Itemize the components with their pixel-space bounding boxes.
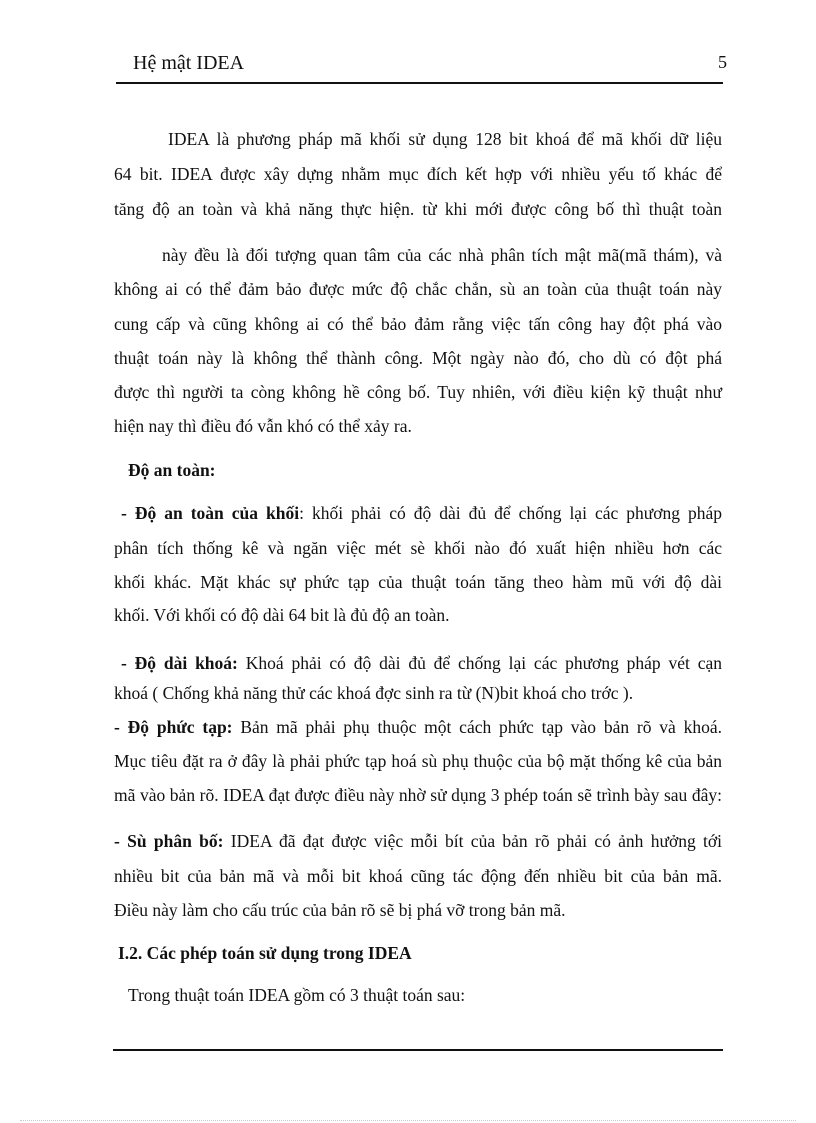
section-1-2-text: Trong thuật toán IDEA gồm có 3 thuật toán sau: bbox=[128, 985, 466, 1005]
intro-line-2: 64 bit. IDEA được xây dựng nhằm mục đích kết hợp với nhiều yếu tố khác để bbox=[114, 164, 722, 184]
section-heading-safety: Độ an toàn: bbox=[128, 460, 216, 480]
block-safety-line-3: khối khác. Mặt khác sự phức tạp của thuật toán tăng theo hàm mũ với độ dài bbox=[114, 572, 722, 592]
page-edge-divider bbox=[20, 1120, 796, 1121]
intro-line-6: cung cấp và cũng không ai có thể bảo đảm rằng việc tấn công hay đột phá vào bbox=[114, 314, 722, 334]
block-safety-term: Độ an toàn của khối bbox=[134, 503, 300, 523]
intro-line-9: hiện nay thì điều đó vẫn khó có thể xảy ra. bbox=[114, 416, 412, 436]
header-title: Hệ mật IDEA bbox=[133, 52, 245, 74]
complexity-line-2: Mục tiêu đặt ra ở đây là phải phức tạp hoá sù phụ thuộc của bộ mặt thống kê của bản bbox=[114, 751, 722, 771]
key-length-line-2: khoá ( Chống khả năng thử các khoá đợc sinh ra từ (N)bit khoá cho trớc ). bbox=[114, 683, 634, 703]
intro-line-3: tăng độ an toàn và khả năng thực hiện. từ khi mới được công bố thì thuật toàn bbox=[114, 199, 722, 219]
intro-line-5: không ai có thể đảm bảo được mức độ chắc chắn, sù an toàn của thuật toán này bbox=[114, 279, 722, 299]
complexity-term: Độ phức tạp: bbox=[127, 717, 233, 737]
block-safety-line-1: - Độ an toàn của khối: khối phải có độ dài đủ để chống lại các phương pháp bbox=[121, 503, 723, 523]
intro-line-1: IDEA là phương pháp mã khối sử dụng 128 bit khoá để mã khối dữ liệu bbox=[168, 129, 722, 149]
intro-line-8: được thì người ta còng không hề công bố. Tuy nhiên, với điều kiện kỹ thuật như bbox=[114, 382, 722, 402]
key-length-line-1: - Độ dài khoá: Khoá phải có độ dài đủ để chống lại các phương pháp vét cạn bbox=[121, 653, 723, 673]
diffusion-line-3: Điều này làm cho cấu trúc của bản rõ sẽ bị phá vỡ trong bản mã. bbox=[114, 900, 566, 920]
intro-line-4: này đều là đối tượng quan tâm của các nhà phân tích mật mã(mã thám), và bbox=[162, 245, 722, 265]
complexity-line-3: mã vào bản rõ. IDEA đạt được điều này nhờ sử dụng 3 phép toán sẽ trình bày sau đây: bbox=[114, 785, 722, 805]
complexity-line-1: - Độ phức tạp: Bản mã phải phụ thuộc một cách phức tạp vào bản rõ và khoá. bbox=[114, 717, 723, 737]
diffusion-term: Sù phân bố: bbox=[127, 831, 224, 851]
key-length-term: Độ dài khoá: bbox=[134, 653, 238, 673]
block-safety-line-4: khối. Với khối có độ dài 64 bit là đủ độ an toàn. bbox=[114, 605, 450, 625]
intro-line-7: thuật toán này là không thể thành công. Một ngày nào đó, cho dù có đột phá bbox=[114, 348, 722, 368]
block-safety-line-2: phân tích thống kê và ngăn việc mét sè khối nào đó xuất hiện nhiều hơn các bbox=[114, 538, 722, 558]
section-heading-1-2: I.2. Các phép toán sử dụng trong IDEA bbox=[118, 943, 412, 963]
diffusion-line-2: nhiều bit của bản mã và mỗi bit khoá cũng tác động đến nhiều bit của bản mã. bbox=[114, 866, 722, 886]
page-number: 5 bbox=[718, 52, 727, 72]
diffusion-line-1: - Sù phân bố: IDEA đã đạt được việc mỗi bít của bản rõ phải có ảnh hưởng tới bbox=[114, 831, 722, 851]
header-rule bbox=[116, 82, 723, 84]
footer-rule bbox=[113, 1049, 723, 1051]
